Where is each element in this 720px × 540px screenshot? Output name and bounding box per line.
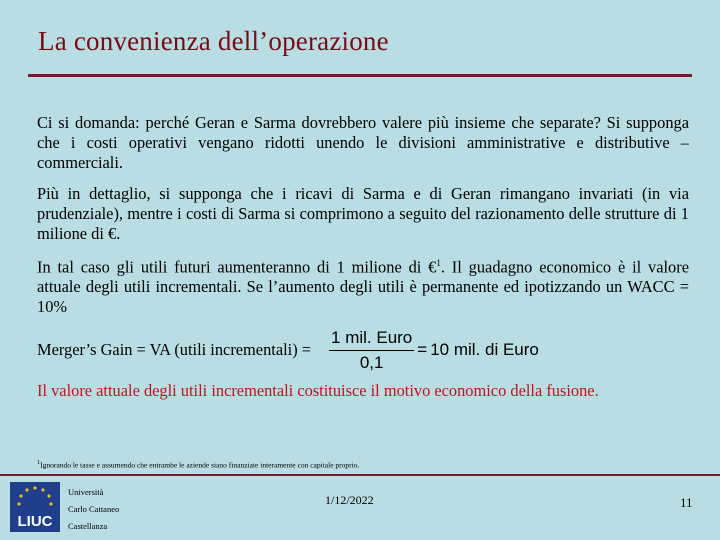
slide-body	[37, 113, 689, 409]
footnote-text: Ignorando le tasse e assumendo che entrambe le aziende siano finanziate interamente con capitale proprio.	[40, 460, 360, 470]
logo-text: LIUC	[17, 513, 53, 530]
university-line: Castellanza	[68, 521, 108, 531]
merger-gain-formula	[37, 325, 689, 375]
slide-title: La convenienza dell’operazione	[38, 26, 389, 56]
university-line: Università	[68, 487, 104, 497]
footnote	[37, 459, 359, 470]
paragraph-details: Più in dettaglio, si supponga che i ricavi di Sarma e di Geran rimangano invariati (in via prudenziale), mentre i costi di Sarma si comprimono a seguito del razionamento delle strutture di 1 milione di €.	[37, 184, 689, 243]
paragraph-profits	[37, 253, 689, 317]
paragraph-profits-end: . Il guadagno economico è il valore attuale degli utili incrementali. Se l’aumento degli utili è permanente ed ipotizzando un WACC = 10%	[37, 257, 689, 317]
university-line: Carlo Cattaneo	[68, 504, 120, 514]
footer-divider	[0, 474, 720, 476]
title-divider	[28, 74, 692, 77]
slide-date: 1/12/2022	[325, 493, 374, 507]
paragraph-question: Ci si domanda: perché Geran e Sarma dovrebbero valere più insieme che separate? Si supponga che i costi operativi vengano ridotti unendo le divisioni amministrative e distributive – commerciali.	[37, 113, 689, 172]
footnote-marker: 1	[37, 459, 41, 466]
paragraph-profits-start: In tal caso gli utili futuri aumenteranno di 1 milione di €	[37, 257, 437, 277]
formula-expression	[329, 328, 539, 374]
formula-numerator: 1 mil. Euro	[331, 327, 413, 347]
page-number: 11	[680, 495, 693, 510]
conclusion-text: Il valore attuale degli utili incrementali costituisce il motivo economico della fusione.	[37, 381, 599, 401]
footnote-reference: 1	[436, 258, 441, 268]
formula-result: 10 mil. di Euro	[430, 340, 539, 360]
formula-fraction	[329, 328, 414, 374]
formula-denominator: 0,1	[359, 353, 384, 373]
formula-label: Merger’s Gain = VA (utili incrementali) =	[37, 340, 312, 360]
liuc-logo	[10, 482, 60, 532]
equals-sign: =	[417, 340, 428, 360]
university-name	[68, 484, 119, 535]
